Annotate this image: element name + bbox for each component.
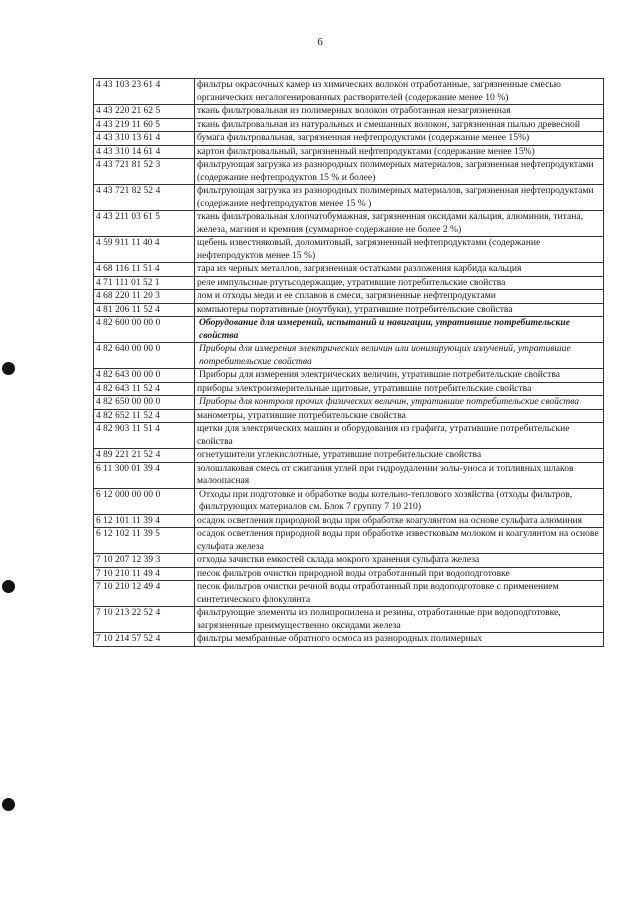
waste-code: 4 82 652 11 52 4: [94, 409, 195, 423]
table-row: [94, 514, 604, 528]
waste-description: щебень известняковый, доломитовый, загрязненный нефтепродуктами (содержание нефтепродуктов менее 15 %): [195, 237, 604, 263]
table-row: [94, 118, 604, 132]
table-row: [94, 607, 604, 633]
waste-code: 6 12 000 00 00 0: [94, 488, 195, 514]
table-row: [94, 185, 604, 211]
waste-code: 4 82 643 00 00 0: [94, 369, 195, 383]
table-row: [94, 396, 604, 410]
waste-description: фильтры мембранные обратного осмоса из разнородных полимерных: [195, 633, 604, 647]
binder-hole: [2, 362, 15, 375]
waste-description: осадок осветления природной воды при обработке известковым молоком и коагулянтом на основе сульфата железа: [195, 528, 604, 554]
waste-description: фильтрующая загрузка из разнородных полимерных материалов, загрязненная нефтепродуктами (содержание нефтепродуктов 15 % и более): [195, 159, 604, 185]
table-row: [94, 567, 604, 581]
waste-description: компьютеры портативные (ноутбуки), утратившие потребительские свойства: [195, 303, 604, 317]
waste-description: бумага фильтровальная, загрязненная нефтепродуктами (содержание менее 15%): [195, 132, 604, 146]
table-row: [94, 105, 604, 119]
table-row: [94, 145, 604, 159]
table-row: [94, 290, 604, 304]
page-number: 6: [317, 36, 323, 48]
waste-code: 4 82 903 11 51 4: [94, 423, 195, 449]
waste-description: Оборудование для измерений, испытаний и навигации, утратившие потребительские свойства: [195, 317, 604, 343]
waste-code: 4 68 116 11 51 4: [94, 263, 195, 277]
waste-code: 4 43 310 14 61 4: [94, 145, 195, 159]
waste-description: ткань фильтровальная хлопчатобумажная, загрязненная оксидами кальция, алюминия, титана, железа, магния и кремния (суммарное содержание не более 2 %): [195, 211, 604, 237]
waste-code: 6 12 102 11 39 5: [94, 528, 195, 554]
waste-code: 4 68 220 11 20 3: [94, 290, 195, 304]
table-row: [94, 237, 604, 263]
table-row: [94, 369, 604, 383]
waste-description: фильтрующие элементы из полипропилена и резины, отработанные при водоподготовке, загрязненные преимущественно оксидами железа: [195, 607, 604, 633]
waste-code: 7 10 207 12 39 3: [94, 554, 195, 568]
waste-code: 4 43 721 81 52 3: [94, 159, 195, 185]
waste-description: Приборы для измерения электрических величин, утратившие потребительские свойства: [195, 369, 604, 383]
waste-code: 7 10 214 57 52 4: [94, 633, 195, 647]
waste-code: 4 71 111 01 52 1: [94, 276, 195, 290]
waste-description: фильтрующая загрузка из разнородных полимерных материалов, загрязненная нефтепродуктами (содержание нефтепродуктов менее 15 % ): [195, 185, 604, 211]
waste-description: фильтры окрасочных камер из химических волокон отработанные, загрязненные смесью органических негалогенированных растворителей (содержание менее 10 %): [195, 79, 604, 105]
waste-description: тара из черных металлов, загрязненная остатками разложения карбида кальция: [195, 263, 604, 277]
table-row: [94, 423, 604, 449]
waste-code: 4 43 721 82 52 4: [94, 185, 195, 211]
table-row: [94, 554, 604, 568]
waste-description: золошлаковая смесь от сжигания углей при гидроудалении золы-уноса и топливных шлаков малоопасная: [195, 462, 604, 488]
waste-code: 4 43 211 03 61 5: [94, 211, 195, 237]
table-row: [94, 211, 604, 237]
waste-code: 4 43 310 13 61 4: [94, 132, 195, 146]
waste-description: щетки для электрических машин и оборудования из графита, утратившие потребительские свойства: [195, 423, 604, 449]
waste-code: 4 82 600 00 00 0: [94, 317, 195, 343]
waste-classification-table: [93, 78, 604, 647]
waste-description: огнетушители углекислотные, утратившие потребительские свойства: [195, 449, 604, 463]
waste-code: 4 82 650 00 00 0: [94, 396, 195, 410]
table-row: [94, 79, 604, 105]
table-row: [94, 449, 604, 463]
waste-code: 6 11 300 01 39 4: [94, 462, 195, 488]
table-row: [94, 303, 604, 317]
table-row: [94, 317, 604, 343]
binder-hole: [2, 798, 15, 811]
waste-description: отходы зачистки емкостей склада мокрого хранения сульфата железа: [195, 554, 604, 568]
waste-code: 4 89 221 21 52 4: [94, 449, 195, 463]
waste-code: 4 43 220 21 62 5: [94, 105, 195, 119]
waste-code: 4 82 643 11 52 4: [94, 382, 195, 396]
waste-description: реле импульсные ртутьсодержащие, утратившие потребительские свойства: [195, 276, 604, 290]
table-row: [94, 409, 604, 423]
binder-hole: [2, 580, 15, 593]
waste-description: картон фильтровальный, загрязненный нефтепродуктами (содержание менее 15%): [195, 145, 604, 159]
waste-code: 7 10 210 12 49 4: [94, 581, 195, 607]
table-row: [94, 462, 604, 488]
table-row: [94, 633, 604, 647]
waste-code: 6 12 101 11 39 4: [94, 514, 195, 528]
table-row: [94, 159, 604, 185]
waste-code: 4 59 911 11 40 4: [94, 237, 195, 263]
table-row: [94, 488, 604, 514]
waste-description: песок фильтров очистки речной воды отработанный при водоподготовке с применением синтетического флокулянта: [195, 581, 604, 607]
table-row: [94, 382, 604, 396]
waste-code: 7 10 213 22 52 4: [94, 607, 195, 633]
waste-description: ткань фильтровальная из натуральных и смешанных волокон, загрязненная пылью древесной: [195, 118, 604, 132]
table-row: [94, 581, 604, 607]
waste-code: 4 43 103 23 61 4: [94, 79, 195, 105]
table-row: [94, 528, 604, 554]
waste-description: ткань фильтровальная из полимерных волокон отработанная незагрязненная: [195, 105, 604, 119]
waste-code: 4 82 640 00 00 0: [94, 343, 195, 369]
waste-description: Приборы для контроля прочих физических величин, утратившие потребительские свойства: [195, 396, 604, 410]
table-row: [94, 263, 604, 277]
table-row: [94, 276, 604, 290]
waste-description: манометры, утратившие потребительские свойства: [195, 409, 604, 423]
waste-description: песок фильтров очистки природной воды отработанный при водоподготовке: [195, 567, 604, 581]
waste-description: Приборы для измерения электрических величин или ионизирующих излучений, утратившие потребительские свойства: [195, 343, 604, 369]
waste-description: осадок осветления природной воды при обработке коагулянтом на основе сульфата алюминия: [195, 514, 604, 528]
waste-code: 4 43 219 11 60 5: [94, 118, 195, 132]
table-row: [94, 132, 604, 146]
waste-description: лом и отходы меди и ее сплавов в смеси, загрязненные нефтепродуктами: [195, 290, 604, 304]
table-row: [94, 343, 604, 369]
waste-description: Отходы при подготовке и обработке воды котельно-теплового хозяйства (отходы фильтров, фильтрующих материалов см. Блок 7 группу 7 10 210): [195, 488, 604, 514]
waste-description: приборы электроизмерительные щитовые, утратившие потребительские свойства: [195, 382, 604, 396]
waste-code: 4 81 206 11 52 4: [94, 303, 195, 317]
waste-code: 7 10 210 11 49 4: [94, 567, 195, 581]
